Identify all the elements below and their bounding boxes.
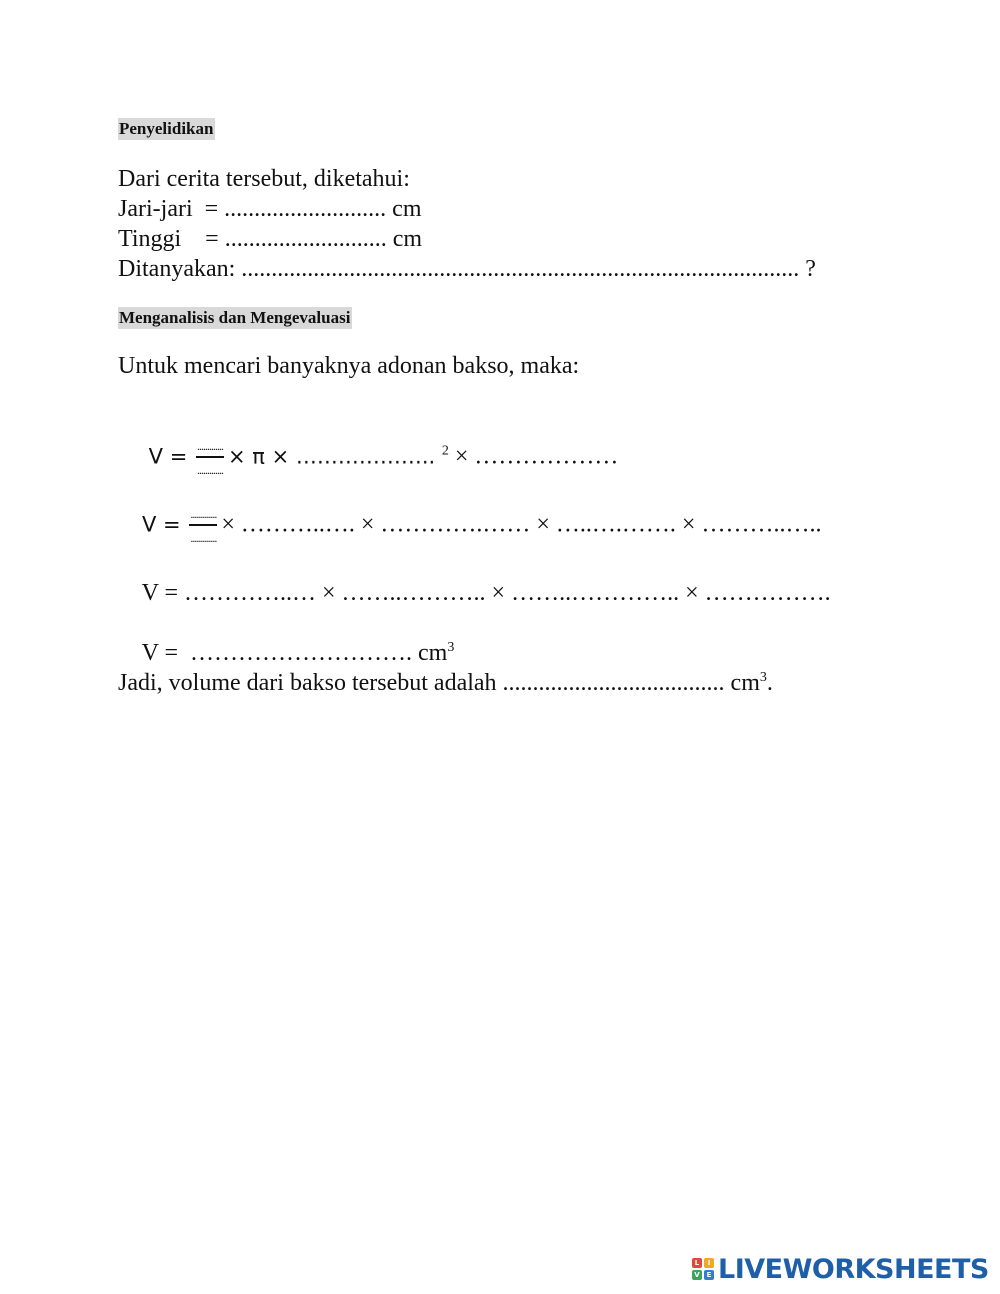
formula-1-fraction-denominator: ............. bbox=[197, 463, 223, 477]
section-heading-analysis: Menganalisis dan Mengevaluasi bbox=[119, 308, 351, 327]
liveworksheets-logo bbox=[692, 1254, 989, 1284]
height-line: Tinggi = ........................... cm bbox=[118, 226, 423, 252]
formula-2-fraction-denominator: ............. bbox=[190, 531, 217, 545]
conclusion-end: . bbox=[766, 670, 773, 696]
formula-4-lhs: V = ………………………. bbox=[141, 640, 413, 666]
formula-1-exponent: 2 bbox=[441, 443, 449, 459]
investigation-intro: Dari cerita tersebut, diketahui: bbox=[118, 166, 410, 192]
formula-1-fraction bbox=[196, 440, 224, 476]
formula-1-tail: × ……………… bbox=[448, 443, 619, 470]
logo-tile-e: E bbox=[704, 1270, 714, 1280]
logo-tile-l: L bbox=[692, 1258, 702, 1268]
section-heading-investigation: Penyelidikan bbox=[119, 119, 214, 138]
formula-1-rest: × π × ……………….. bbox=[228, 444, 442, 469]
radius-line: Jari-jari = ........................... cm bbox=[118, 196, 422, 222]
formula-2-lhs: V = bbox=[142, 512, 188, 537]
logo-text: LIVEWORKSHEETS bbox=[718, 1253, 989, 1285]
formula-2-rest: × ………..…. × ………….…… × …..….……. × ………..….. bbox=[221, 511, 822, 538]
conclusion-line bbox=[118, 668, 773, 698]
formula-1-fraction-numerator: ............. bbox=[196, 440, 224, 458]
formula-2-fraction bbox=[189, 508, 217, 544]
formula-4-exponent: 3 bbox=[447, 640, 455, 655]
asked-line: Ditanyakan: ............................................................................................. ? bbox=[118, 256, 816, 282]
formula-3-text: V = …………..… × ……..……….. × ……..………….. × ……………. bbox=[141, 580, 831, 606]
formula-4-unit: cm bbox=[412, 640, 448, 666]
formula-1-lhs: V = bbox=[142, 444, 194, 469]
formula-2-fraction-numerator: ............. bbox=[189, 508, 217, 526]
logo-tile-i: I bbox=[704, 1258, 714, 1268]
conclusion-text: Jadi, volume dari bakso tersebut adalah ..................................... cm bbox=[118, 670, 760, 696]
conclusion-exponent: 3 bbox=[759, 670, 767, 685]
analysis-intro: Untuk mencari banyaknya adonan bakso, maka: bbox=[118, 353, 580, 379]
logo-mark-icon bbox=[692, 1258, 714, 1280]
logo-tile-v: V bbox=[692, 1270, 702, 1280]
